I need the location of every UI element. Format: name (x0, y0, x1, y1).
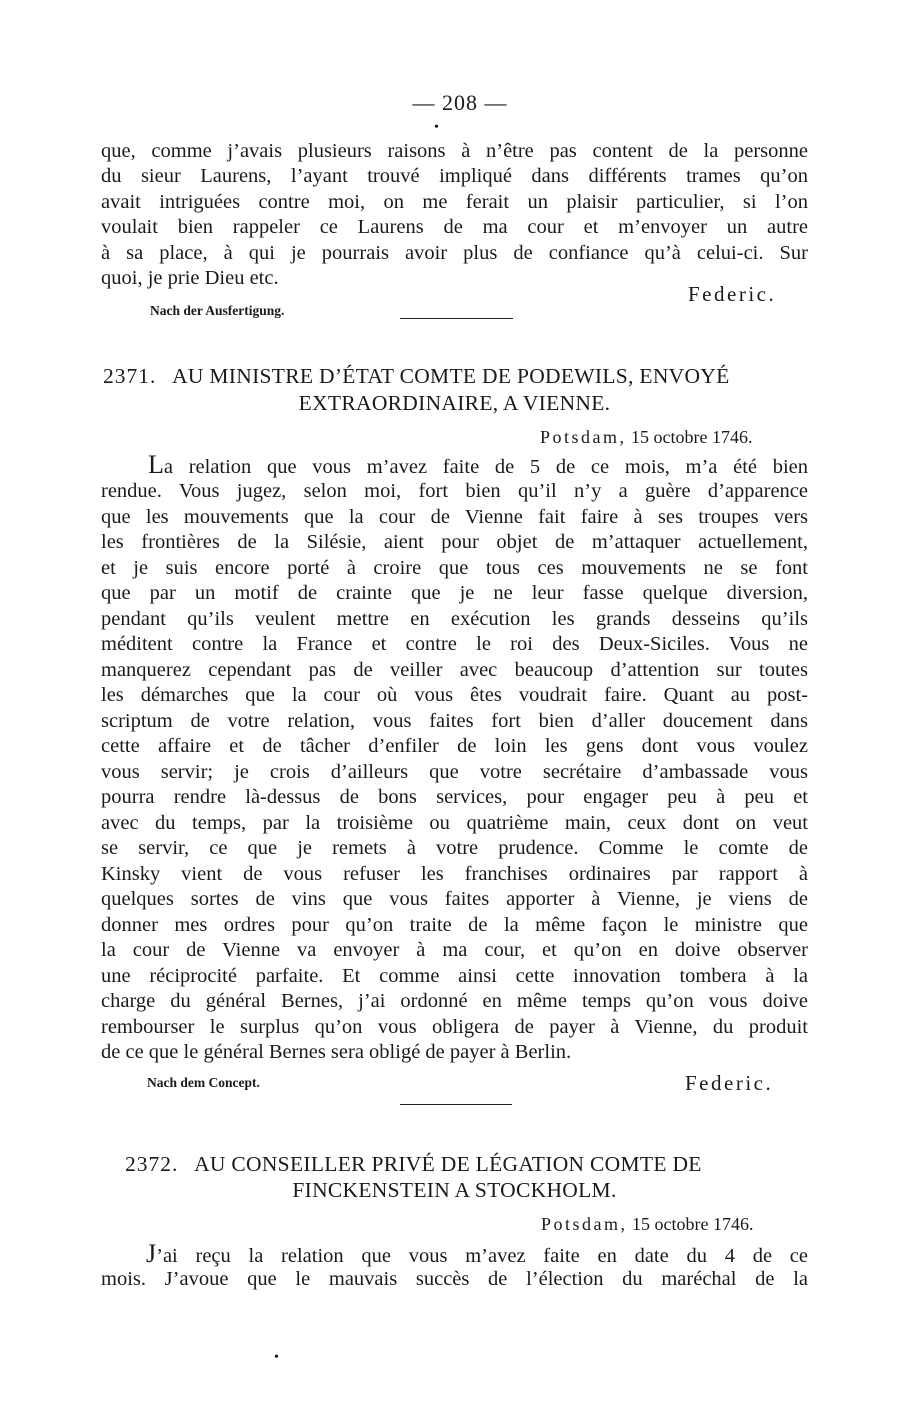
text-line: que par un motif de crainte que je ne leur fasse quelque diversion, (101, 582, 808, 604)
text-line: scriptum de votre relation, vous faites fort bien d’aller doucement dans (101, 710, 808, 732)
initial-letter: L (148, 450, 164, 479)
text-line: méditent contre la France et contre le roi des Deux-Siciles. Vous ne (101, 633, 808, 655)
text-line: de ce que le général Bernes sera obligé de payer à Berlin. (101, 1041, 572, 1063)
text-line (148, 452, 808, 481)
text-line: une réciprocité parfaite. Et comme ainsi cette innovation tombera à la (101, 965, 808, 987)
section-divider (400, 1104, 512, 1105)
dateline-date: 15 octobre 1746. (632, 1214, 754, 1234)
letter-heading (125, 1152, 702, 1177)
source-note: Nach der Ausfertigung. (150, 303, 285, 318)
signature: Federic. (685, 1071, 774, 1095)
text-line: que, comme j’avais plusieurs raisons à n’être pas content de la personne (101, 140, 808, 162)
text-line: avait intriguées contre moi, on me ferait un plaisir particulier, si l’on (101, 191, 808, 213)
initial-letter: J (146, 1239, 157, 1268)
letter-heading-line1: AU CONSEILLER PRIVÉ DE LÉGATION COMTE DE (194, 1152, 702, 1176)
text-line: donner mes ordres pour qu’on traite de la même façon le ministre que (101, 914, 808, 936)
section-divider (400, 318, 513, 319)
text-line: manquerez cependant pas de veiller avec beaucoup d’attention sur toutes (101, 659, 808, 681)
dateline-date: 15 octobre 1746. (631, 427, 753, 447)
text-line: cette affaire et de tâcher d’enfiler de loin les gens dont vous voulez (101, 735, 808, 757)
dateline (541, 1214, 754, 1235)
dateline (540, 427, 753, 448)
footer-dot: • (274, 1350, 279, 1365)
text-line: et je suis encore porté à croire que tous ces mouvements ne se font (101, 557, 808, 579)
text-line: avec du temps, par la troisième ou quatrième main, ceux dont on veut (101, 812, 808, 834)
text-line: se servir, ce que je remets à votre prudence. Comme le comte de (101, 837, 808, 859)
text-line: voulait bien rappeler ce Laurens de ma cour et m’envoyer un autre (101, 216, 808, 238)
page-number: — 208 — (412, 90, 508, 115)
text-line: les frontières de la Silésie, aient pour objet de m’attaquer actuellement, (101, 531, 808, 553)
text-line-content: a relation que vous m’avez faite de 5 de ce mois, m’a été bien (163, 456, 808, 478)
text-line: à sa place, à qui je pourrais avoir plus de confiance qu’à celui-ci. Sur (101, 242, 808, 264)
letter-heading (103, 364, 730, 389)
text-line: charge du général Bernes, j’ai ordonné en même temps qu’on vous doive (101, 990, 808, 1012)
text-line: rendue. Vous jugez, selon moi, fort bien qu’il n’y a guère d’apparence (101, 480, 808, 502)
text-line: pendant qu’ils veulent mettre en exécution les grands desseins qu’ils (101, 608, 808, 630)
text-line: quelques sortes de vins que vous faites apporter à Vienne, je viens de (101, 888, 808, 910)
text-line: quoi, je prie Dieu etc. (101, 267, 279, 289)
source-note: Nach dem Concept. (147, 1075, 260, 1090)
text-line: que les mouvements que la cour de Vienne fait faire à ses troupes vers (101, 506, 808, 528)
text-line: la cour de Vienne va envoyer à ma cour, et qu’on en doive observer (101, 939, 808, 961)
dateline-place: Potsdam, (541, 1214, 628, 1234)
text-line: vous servir; je crois d’ailleurs que votre secrétaire d’ambassade vous (101, 761, 808, 783)
text-line: mois. J’avoue que le mauvais succès de l’élection du maréchal de la (101, 1268, 808, 1290)
letter-number: 2371. (103, 364, 157, 388)
text-line: les démarches que la cour où vous êtes voudrait faire. Quant au post- (101, 684, 808, 706)
header-dot: • (434, 120, 439, 135)
text-line: Kinsky vient de vous refuser les franchises ordinaires par rapport à (101, 863, 808, 885)
text-line (146, 1241, 808, 1270)
letter-heading-line2: FINCKENSTEIN A STOCKHOLM. (292, 1178, 617, 1202)
signature: Federic. (688, 282, 777, 306)
letter-heading-line1: AU MINISTRE D’ÉTAT COMTE DE PODEWILS, ENVOYÉ (172, 364, 730, 388)
letter-number: 2372. (125, 1152, 179, 1176)
text-line: rembourser le surplus qu’on vous obligera de payer à Vienne, du produit (101, 1016, 808, 1038)
dateline-place: Potsdam, (540, 427, 627, 447)
text-line: du sieur Laurens, l’ayant trouvé impliqué dans différents trames qu’on (101, 165, 808, 187)
text-line: pourra rendre là-dessus de bons services, pour engager peu à peu et (101, 786, 808, 808)
letter-heading-line2: EXTRAORDINAIRE, A VIENNE. (298, 391, 611, 415)
text-line-content: ’ai reçu la relation que vous m’avez faite en date du 4 de ce (156, 1245, 808, 1267)
